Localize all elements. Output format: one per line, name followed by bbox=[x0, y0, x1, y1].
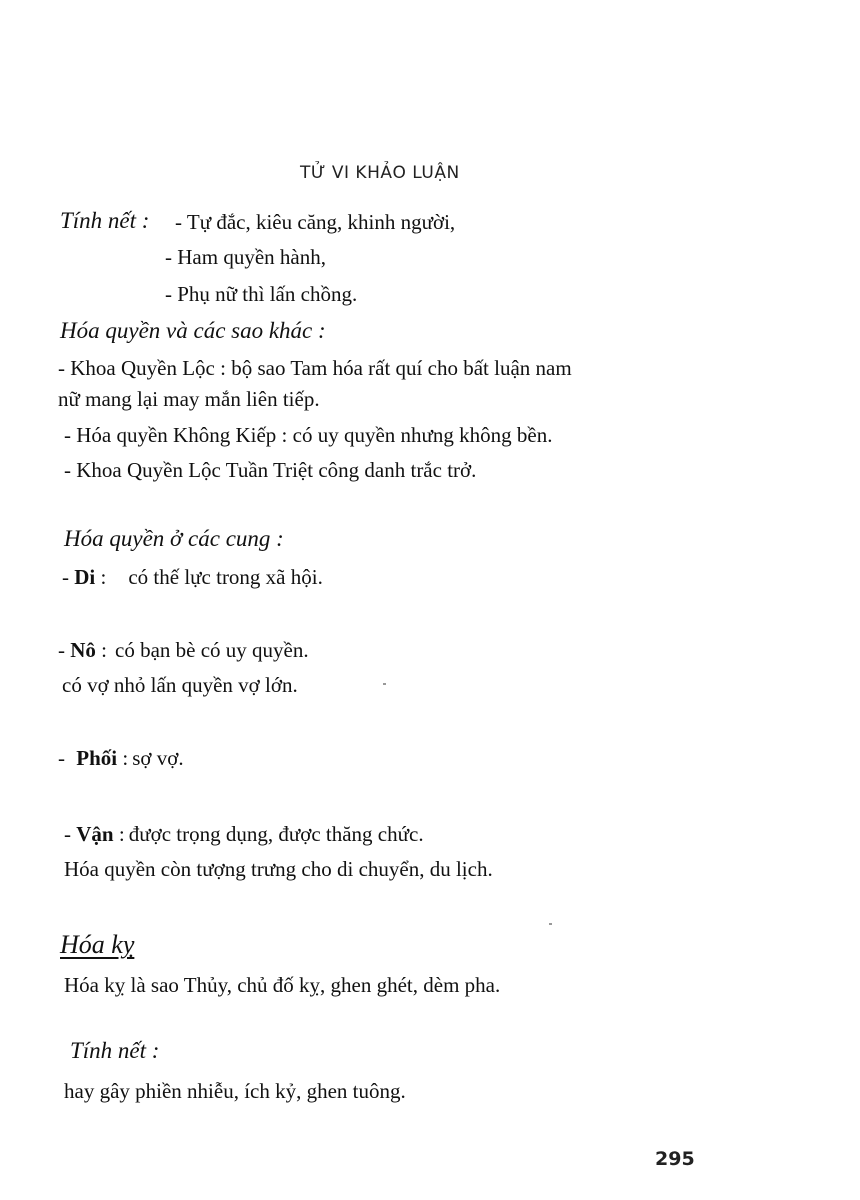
hoa-ky-intro: Hóa kỵ là sao Thủy, chủ đố kỵ, ghen ghét, dèm pha. bbox=[64, 973, 501, 997]
tinh-net-item: - Phụ nữ thì lấn chồng. bbox=[165, 282, 358, 306]
sao-khac-heading: Hóa quyền và các sao khác : bbox=[60, 318, 326, 343]
print-speck bbox=[549, 923, 552, 925]
cung-text: được trọng dụng, được thăng chức. bbox=[128, 822, 424, 846]
cung-extra: có vợ nhỏ lấn quyền vợ lớn. bbox=[62, 673, 298, 697]
cung-sep: : bbox=[117, 746, 129, 770]
hoa-ky-tinh-net-label: Tính nết : bbox=[70, 1038, 160, 1063]
running-head: TỬ VI KHẢO LUẬN bbox=[300, 163, 460, 183]
tinh-net-item: - Ham quyền hành, bbox=[165, 245, 326, 269]
sao-khac-item: - Khoa Quyền Lộc Tuần Triệt công danh trắc trở. bbox=[64, 458, 477, 482]
cung-sep: : bbox=[95, 565, 107, 589]
tinh-net-label: Tính nết : bbox=[60, 208, 150, 233]
cung-text: có bạn bè có uy quyền. bbox=[115, 638, 309, 662]
cac-cung-heading: Hóa quyền ở các cung : bbox=[64, 526, 284, 551]
cung-extra: Hóa quyền còn tượng trưng cho di chuyển, du lịch. bbox=[64, 857, 493, 881]
cung-text: sợ vợ. bbox=[132, 746, 184, 770]
cung-dash: - bbox=[64, 822, 77, 846]
cung-entry-van bbox=[64, 822, 424, 847]
cung-entry-di bbox=[62, 565, 323, 590]
section-title-hoa-ky: Hóa kỵ bbox=[60, 930, 135, 959]
tinh-net-item: - Tự đắc, kiêu căng, khinh người, bbox=[175, 210, 456, 234]
print-speck bbox=[383, 683, 386, 685]
cung-name: Nô bbox=[70, 638, 96, 662]
cung-entry-no bbox=[58, 638, 309, 663]
cung-sep: : bbox=[95, 638, 108, 662]
hoa-ky-tinh-net-text: hay gây phiền nhiễu, ích kỷ, ghen tuông. bbox=[64, 1079, 406, 1103]
sao-khac-item-cont: nữ mang lại may mắn liên tiếp. bbox=[58, 387, 320, 411]
cung-name: Phối bbox=[76, 746, 118, 770]
page-number: 295 bbox=[655, 1148, 695, 1170]
cung-name: Di bbox=[74, 565, 96, 589]
cung-text: có thế lực trong xã hội. bbox=[128, 565, 323, 589]
sao-khac-item: - Hóa quyền Không Kiếp : có uy quyền nhưng không bền. bbox=[64, 423, 553, 447]
cung-dash: - bbox=[58, 638, 71, 662]
cung-dash: - bbox=[62, 565, 75, 589]
sao-khac-item: - Khoa Quyền Lộc : bộ sao Tam hóa rất quí cho bất luận nam bbox=[58, 356, 572, 380]
cung-dash: - bbox=[58, 746, 71, 770]
cung-name: Vận bbox=[76, 822, 114, 846]
cung-sep: : bbox=[113, 822, 125, 846]
cung-entry-phoi bbox=[58, 746, 184, 771]
